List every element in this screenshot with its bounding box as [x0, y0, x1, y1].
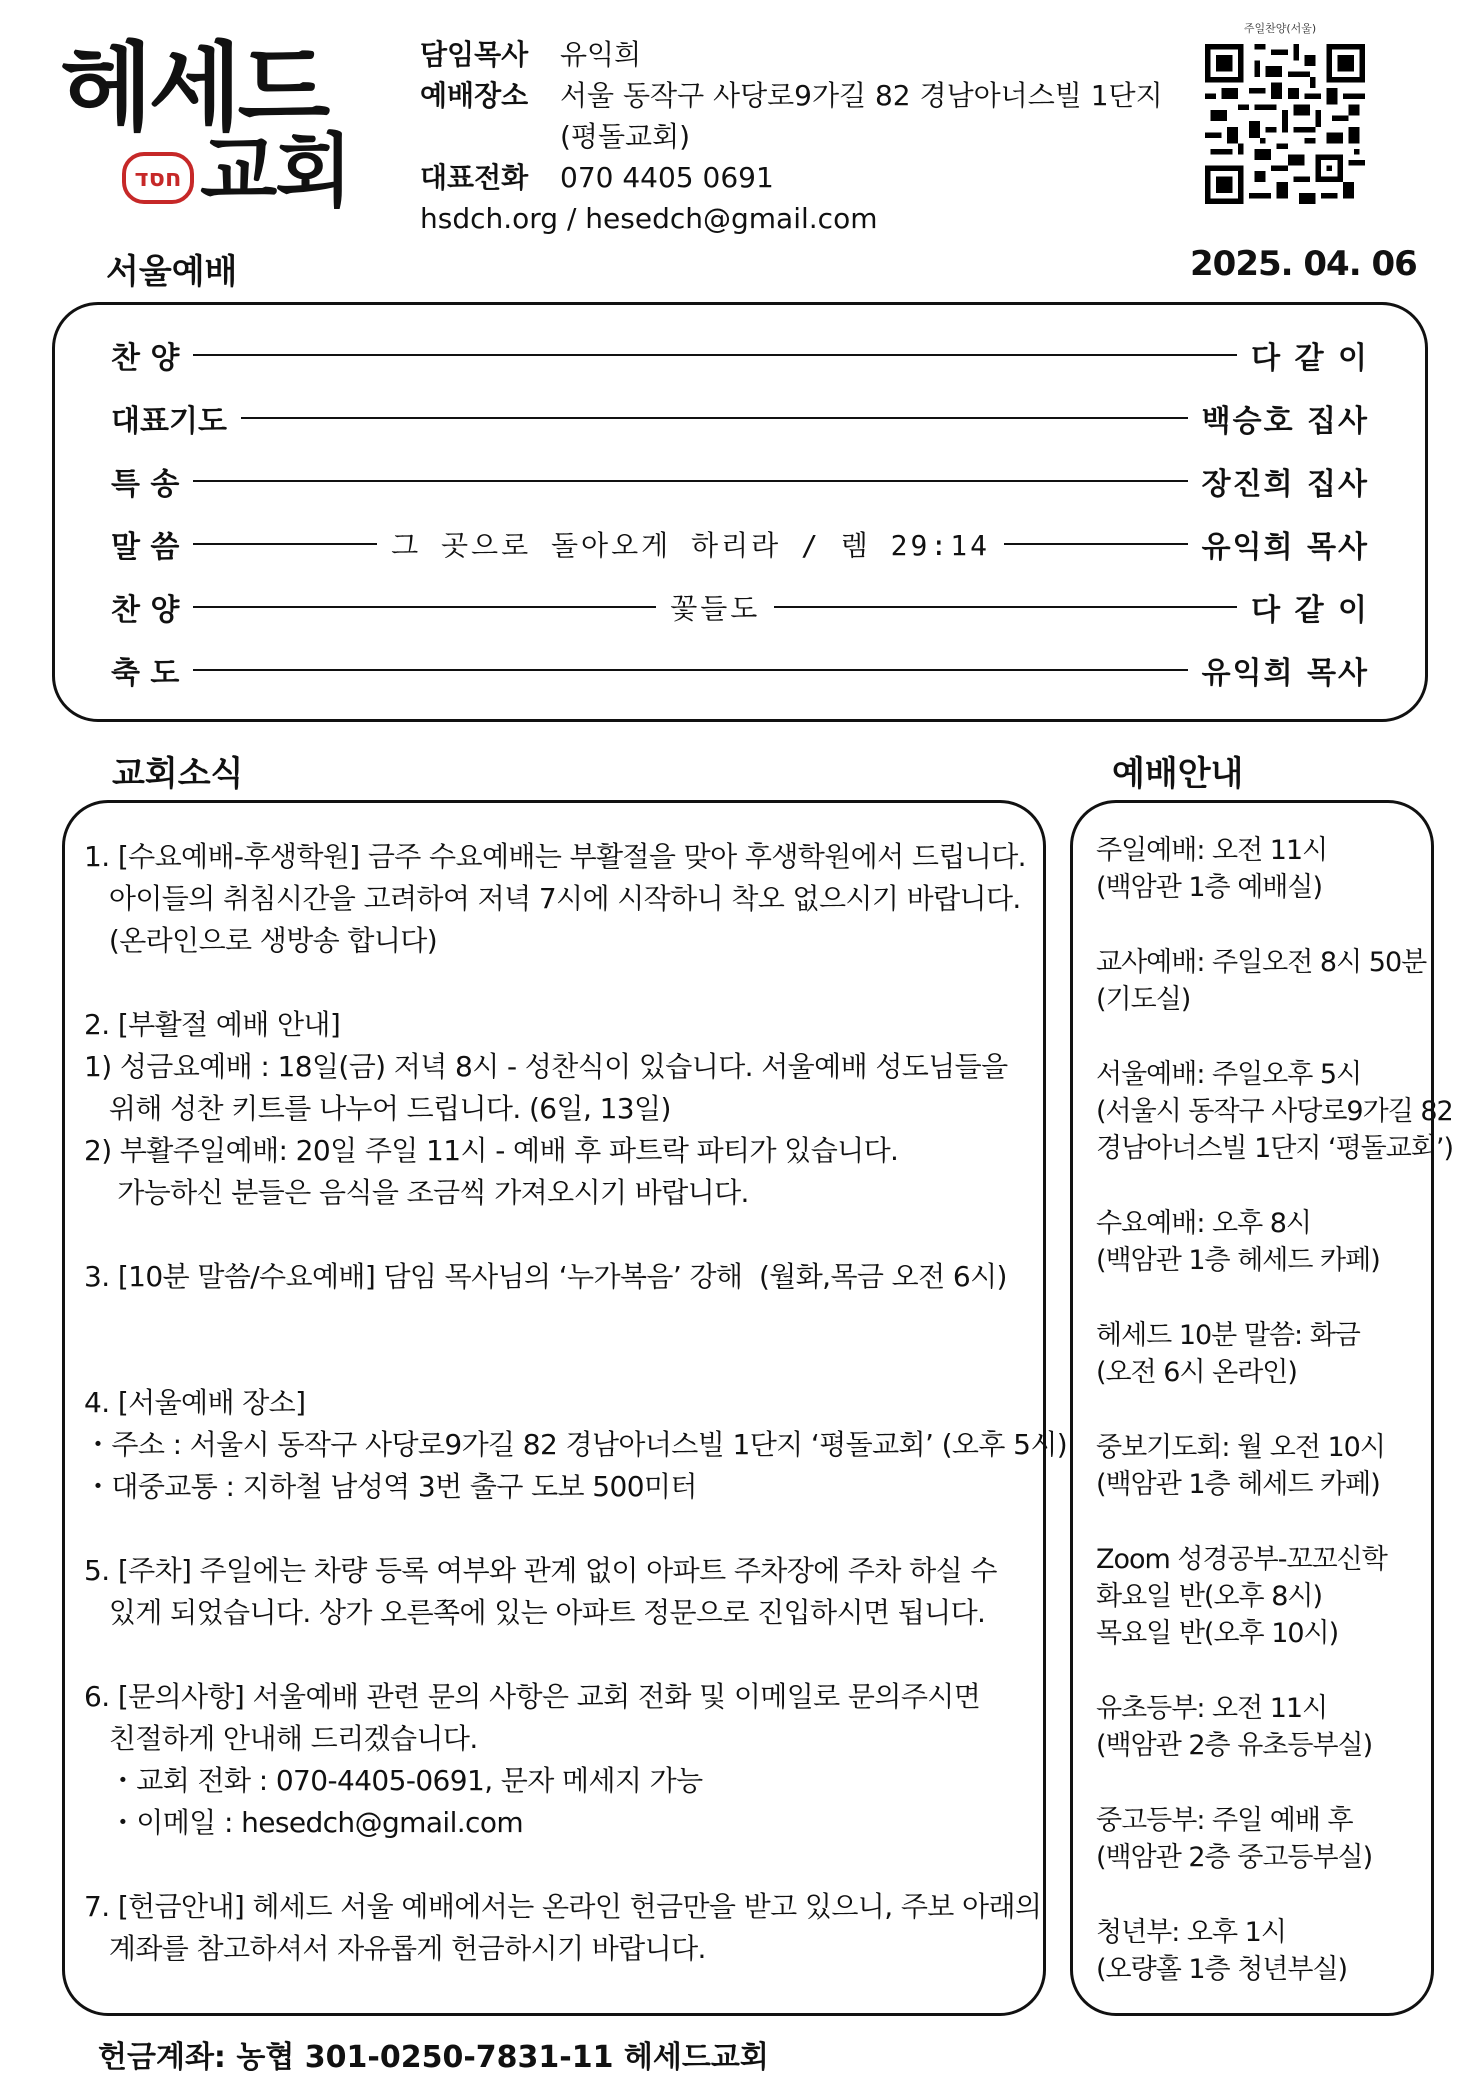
service-name: 중보기도회: 월 오전 10시: [1096, 1432, 1385, 1463]
order-leader: 다 같 이: [1251, 341, 1369, 376]
order-leader: 장진희 집사: [1201, 467, 1369, 502]
order-leader: 유익희 목사: [1201, 656, 1369, 691]
offering-account: 헌금계좌: 농협 301-0250-7831-11 헤세드교회: [98, 2040, 769, 2075]
news-line: [84, 1634, 1034, 1676]
service-item: [1096, 1429, 1432, 1503]
worship-title: 서울예배: [106, 252, 238, 292]
service-detail: (백암관 1층 예배실): [1096, 872, 1322, 903]
qr-code-icon[interactable]: [1205, 44, 1365, 204]
info-label: 예배장소: [420, 79, 529, 112]
service-item: [1096, 1802, 1432, 1876]
news-line: [84, 1508, 1034, 1550]
order-row: [111, 585, 1369, 629]
service-name: 주일예배: 오전 11시: [1096, 835, 1328, 866]
order-item: 특 송: [111, 467, 180, 502]
service-name: 서울예배: 주일오후 5시: [1096, 1059, 1362, 1090]
news-line: ・주소 : 서울시 동작구 사당로9가길 82 경남아너스빌 1단지 ‘평돌교회’ (오후 5시): [84, 1428, 1068, 1461]
service-item: [1096, 1690, 1432, 1764]
order-leader: 다 같 이: [1251, 593, 1369, 628]
news-line: 1. [수요예배-후생학원] 금주 수요예배는 부활절을 맞아 후생학원에서 드립니다.: [84, 840, 1026, 873]
leader-line: [193, 480, 1187, 482]
info-label: 대표전화: [420, 161, 529, 194]
hymn-title: 꽃들도: [670, 592, 761, 625]
service-detail: 화요일 반(오후 8시): [1096, 1581, 1322, 1612]
info-place: [420, 75, 1163, 116]
news-line: [84, 1340, 1034, 1382]
news-line: ・이메일 : hesedch@gmail.com: [84, 1806, 524, 1839]
service-detail: (오량홀 1층 청년부실): [1096, 1954, 1348, 1985]
order-leader: 백승호 집사: [1201, 404, 1369, 439]
news-line: [84, 1298, 1034, 1340]
leader-line: [193, 354, 1237, 356]
service-item: [1096, 1317, 1432, 1391]
news-title: 교회소식: [112, 754, 244, 794]
qr-caption: 주일찬양(서울): [1243, 22, 1317, 35]
order-row: [111, 648, 1369, 692]
news-line: 계좌를 참고하셔서 자유롭게 헌금하시기 바랍니다.: [84, 1932, 706, 1965]
info-pastor: [420, 34, 1163, 75]
news-line: 6. [문의사항] 서울예배 관련 문의 사항은 교회 전화 및 이메일로 문의주시면: [84, 1680, 981, 1713]
service-detail: (백암관 2층 중고등부실): [1096, 1842, 1373, 1873]
service-item: [1096, 944, 1432, 1018]
service-detail: (백암관 2층 유초등부실): [1096, 1730, 1373, 1761]
service-detail: (오전 6시 온라인): [1096, 1357, 1297, 1388]
website-email[interactable]: hsdch.org / hesedch@gmail.com: [420, 202, 878, 235]
logo-text-hesed: 헤세드: [60, 32, 327, 144]
news-line: 5. [주차] 주일에는 차량 등록 여부와 관계 없이 아파트 주차장에 주차 하실 수: [84, 1554, 997, 1587]
church-logo: [60, 32, 380, 220]
order-of-worship-box: [52, 302, 1428, 722]
logo-hebrew-badge: חסד: [122, 152, 194, 204]
service-detail: 경남아너스빌 1단지 ‘평돌교회’): [1096, 1133, 1454, 1164]
leader-line: [241, 417, 1188, 419]
service-item: [1096, 1056, 1454, 1167]
order-item: 찬 양: [111, 341, 180, 376]
service-name: 수요예배: 오후 8시: [1096, 1208, 1312, 1239]
service-item: [1096, 1914, 1432, 1988]
service-detail: (백암관 1층 헤세드 카페): [1096, 1469, 1380, 1500]
news-line: 7. [헌금안내] 헤세드 서울 예배에서는 온라인 헌금만을 받고 있으니, 주보 아래의: [84, 1890, 1042, 1923]
service-item: [1096, 1205, 1432, 1279]
info-phone: [420, 157, 1163, 198]
info-value: 070 4405 0691: [560, 161, 774, 194]
service-item: [1096, 1541, 1432, 1652]
service-detail: (기도실): [1096, 984, 1191, 1015]
order-item: 축 도: [111, 656, 180, 691]
service-detail: 목요일 반(오후 10시): [1096, 1618, 1339, 1649]
news-line: 2. [부활절 예배 안내]: [84, 1008, 341, 1041]
info-value: 유익희: [560, 38, 642, 71]
service-name: 교사예배: 주일오전 8시 50분: [1096, 947, 1427, 978]
order-leader: 유익희 목사: [1201, 530, 1370, 565]
leader-line: [193, 669, 1187, 671]
church-news-list: [84, 836, 1068, 1970]
news-line: 4. [서울예배 장소]: [84, 1386, 306, 1419]
news-line: 1) 성금요예배 : 18일(금) 저녁 8시 - 성찬식이 있습니다. 서울예배 성도님들을: [84, 1050, 1008, 1083]
service-detail: (백암관 1층 헤세드 카페): [1096, 1245, 1380, 1276]
order-row: [111, 396, 1369, 440]
service-name: 중고등부: 주일 예배 후: [1096, 1805, 1353, 1836]
news-line: [84, 1844, 1034, 1886]
info-place-continued: (평돌교회): [560, 120, 691, 153]
order-row: [111, 459, 1369, 503]
order-row: [111, 333, 1369, 377]
sermon-title: 그 곳으로 돌아오게 하리라 / 렘 29:14: [391, 529, 990, 562]
news-line: [84, 1214, 1034, 1256]
news-line: 2) 부활주일예배: 20일 주일 11시 - 예배 후 파트락 파티가 있습니다.: [84, 1134, 899, 1167]
info-label: 담임목사: [420, 38, 529, 71]
leader-line: [1004, 543, 1188, 545]
services-title: 예배안내: [1112, 754, 1244, 794]
service-name: Zoom 성경공부-꼬꼬신학: [1096, 1544, 1387, 1575]
news-line: 가능하신 분들은 음식을 조금씩 가져오시기 바랍니다.: [84, 1176, 749, 1209]
service-detail: (서울시 동작구 사당로9가길 82: [1096, 1096, 1453, 1127]
leader-line: [193, 543, 377, 545]
leader-line: [193, 606, 656, 608]
news-line: 아이들의 취침시간을 고려하여 저녁 7시에 시작하니 착오 없으시기 바랍니다.: [84, 882, 1021, 915]
news-line: ・대중교통 : 지하철 남성역 3번 출구 도보 500미터: [84, 1470, 697, 1503]
order-item: 찬 양: [111, 593, 180, 628]
service-name: 청년부: 오후 1시: [1096, 1917, 1286, 1948]
news-line: 3. [10분 말씀/수요예배] 담임 목사님의 ‘누가복음’ 강해 (월화,목금 오전 6시): [84, 1260, 1007, 1293]
news-line: 있게 되었습니다. 상가 오른쪽에 있는 아파트 정문으로 진입하시면 됩니다.: [84, 1596, 986, 1629]
worship-date: 2025. 04. 06: [1190, 244, 1417, 284]
news-line: [84, 962, 1034, 1004]
news-line: ・교회 전화 : 070-4405-0691, 문자 메세지 가능: [84, 1764, 703, 1797]
order-item: 대표기도: [111, 404, 227, 439]
info-value: 서울 동작구 사당로9가길 82 경남아너스빌 1단지: [560, 79, 1163, 112]
news-line: (온라인으로 생방송 합니다): [84, 924, 438, 957]
logo-text-church: 교회: [200, 125, 351, 218]
service-name: 유초등부: 오전 11시: [1096, 1693, 1328, 1724]
service-item: [1096, 832, 1432, 906]
news-line: 위해 성찬 키트를 나누어 드립니다. (6일, 13일): [84, 1092, 671, 1125]
news-line: 친절하게 안내해 드리겠습니다.: [84, 1722, 478, 1755]
order-row: [111, 522, 1369, 566]
leader-line: [774, 606, 1237, 608]
order-item: 말 씀: [111, 530, 180, 565]
church-info: [420, 34, 1163, 239]
service-name: 헤세드 10분 말씀: 화금: [1096, 1320, 1360, 1351]
service-guide-list: [1096, 832, 1454, 2026]
